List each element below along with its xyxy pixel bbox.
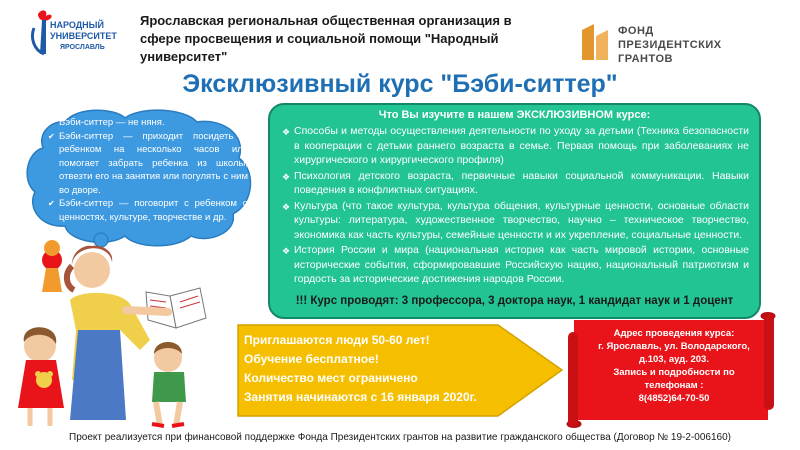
invitation-line: Количество мест ограничено (244, 371, 418, 385)
address-text (587, 327, 761, 405)
svg-text:УНИВЕРСИТЕТ: УНИВЕРСИТЕТ (50, 31, 117, 41)
svg-text:НАРОДНЫЙ: НАРОДНЫЙ (50, 20, 104, 30)
invitation-line: Занятия начинаются с 16 января 2020г. (244, 390, 477, 404)
footer-text: Проект реализуется при финансовой поддержке Фонда Президентских грантов на развитие гражданского общества (Договор № 19-2-006160) (69, 432, 731, 443)
mother-children-illustration (0, 230, 236, 430)
invitation-text (244, 331, 544, 407)
bubble-item: ✔ Бэби-ситтер — приходит посидеть с ребенком на несколько часов или помогает забрать ребенка из школы, отвезти его на занятия или погулять с ним во дворе. (59, 130, 248, 198)
organization-name: Ярославская региональная общественная организация в сфере просвещения и социальной помощи "Народный университет" (140, 13, 512, 64)
topic-item: ❖ История России и мира (национальная история как часть мировой истории, основные исторические события, сформировавшие Российскую нацию, национальный патриотизм и гордость за исторические достижения народов России. (294, 243, 749, 287)
course-topics-list (283, 124, 749, 288)
presidential-grants-logo (578, 20, 758, 70)
bubble-item: ✔ Бэби-ситтер — поговорит с ребенком о ценностях, культуре, творчестве и др. (59, 197, 248, 224)
svg-text:ЯРОСЛАВЛЬ: ЯРОСЛАВЛЬ (60, 44, 105, 51)
logo-word: ФОНД (618, 25, 654, 37)
bubble-text (48, 116, 248, 224)
logo-word: ПРЕЗИДЕНТСКИХ (618, 39, 722, 51)
address-line: Запись и подробности по телефонам : (613, 367, 735, 391)
phone-number: 8(4852)64-70-50 (638, 393, 710, 404)
course-title: Эксклюзивный курс "Бэби-ситтер" (182, 70, 618, 98)
address-line: Адрес проведения курса: (613, 328, 735, 339)
instructors-note: !!! Курс проводят: 3 профессора, 3 доктора наук, 1 кандидат наук и 1 доцент (295, 295, 734, 307)
address-line: г. Ярославль, ул. Володарского, д.103, ауд. 203. (598, 341, 750, 365)
panel-heading: Что Вы изучите в нашем ЭКСКЛЮЗИВНОМ курсе: (378, 109, 651, 121)
invitation-line: Приглашаются люди 50-60 лет! (244, 333, 430, 347)
bubble-item: ✔ Бэби-ситтер — не няня. (59, 116, 248, 130)
topic-item: ❖ Культура (что такое культура, культура общения, культурные ценности, основные области культуры: литература, художественное творчество, научно – техническое творчество, экономика как часть культуры, семейные ценности и их укрепление, социальные ценности. (294, 199, 749, 243)
logo-word: ГРАНТОВ (618, 53, 673, 65)
topic-item: ❖ Способы и методы осуществления деятельности по уходу за детьми (Техника безопасности в кооперации с детьми раннего возраста в семье. Первая помощь при заболеваниях не хирургического и хирургического профиля) (294, 124, 749, 168)
university-logo (28, 8, 126, 58)
topic-item: ❖ Психология детского возраста, первичные навыки социальной коммуникации. Навыки поведения в конфликтных ситуациях. (294, 169, 749, 198)
invitation-line: Обучение бесплатное! (244, 352, 379, 366)
